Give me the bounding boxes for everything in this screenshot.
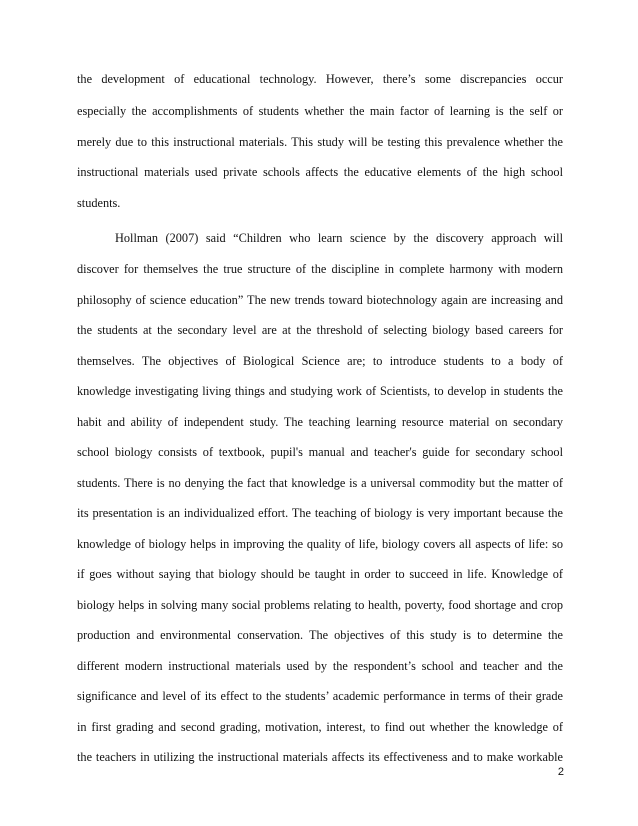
body-text-line: production and environmental conservation. The objectives of this study is to determine the: [77, 628, 563, 642]
body-text-line: knowledge of biology helps in improving the quality of life, biology covers all aspects of life: so: [77, 537, 563, 551]
body-text-line: significance and level of its effect to the students’ academic performance in terms of their grade: [77, 689, 563, 703]
body-text-line: philosophy of science education” The new trends toward biotechnology again are increasing and: [77, 293, 563, 307]
body-text-line: merely due to this instructional materials. This study will be testing this prevalence whether the: [77, 135, 563, 149]
body-text-line: especially the accomplishments of students whether the main factor of learning is the self or: [77, 104, 563, 118]
body-text-line: knowledge investigating living things and studying work of Scientists, to develop in students the: [77, 384, 563, 398]
body-text-line: its presentation is an individualized effort. The teaching of biology is very important because the: [77, 506, 563, 520]
body-text-line: instructional materials used private schools affects the educative elements of the high school: [77, 165, 563, 179]
body-text-line: in first grading and second grading, motivation, interest, to find out whether the knowledge of: [77, 720, 563, 734]
body-text-line: different modern instructional materials used by the respondent’s school and teacher and the: [77, 659, 563, 673]
body-text-line: the teachers in utilizing the instructional materials affects its effectiveness and to make workable: [77, 750, 563, 764]
body-text-line: habit and ability of independent study. The teaching learning resource material on secondary: [77, 415, 563, 429]
body-text-line: themselves. The objectives of Biological Science are; to introduce students to a body of: [77, 354, 563, 368]
body-text-line: school biology consists of textbook, pupil's manual and teacher's guide for secondary school: [77, 445, 563, 459]
page-number: 2: [557, 766, 564, 778]
body-text-line: discover for themselves the true structure of the discipline in complete harmony with modern: [77, 262, 563, 276]
paragraph-first-line: Hollman (2007) said “Children who learn science by the discovery approach will: [115, 231, 563, 245]
body-text-line: students. There is no denying the fact that knowledge is a universal commodity but the matter of: [77, 476, 563, 490]
body-text-line: biology helps in solving many social problems relating to health, poverty, food shortage and crop: [77, 598, 563, 612]
body-text-line: the development of educational technology. However, there’s some discrepancies occur: [77, 72, 563, 86]
body-text-line: the students at the secondary level are at the threshold of selecting biology based careers for: [77, 323, 563, 337]
body-text-line: if goes without saying that biology should be taught in order to succeed in life. Knowledge of: [77, 567, 563, 581]
body-text-line: students.: [77, 196, 121, 210]
